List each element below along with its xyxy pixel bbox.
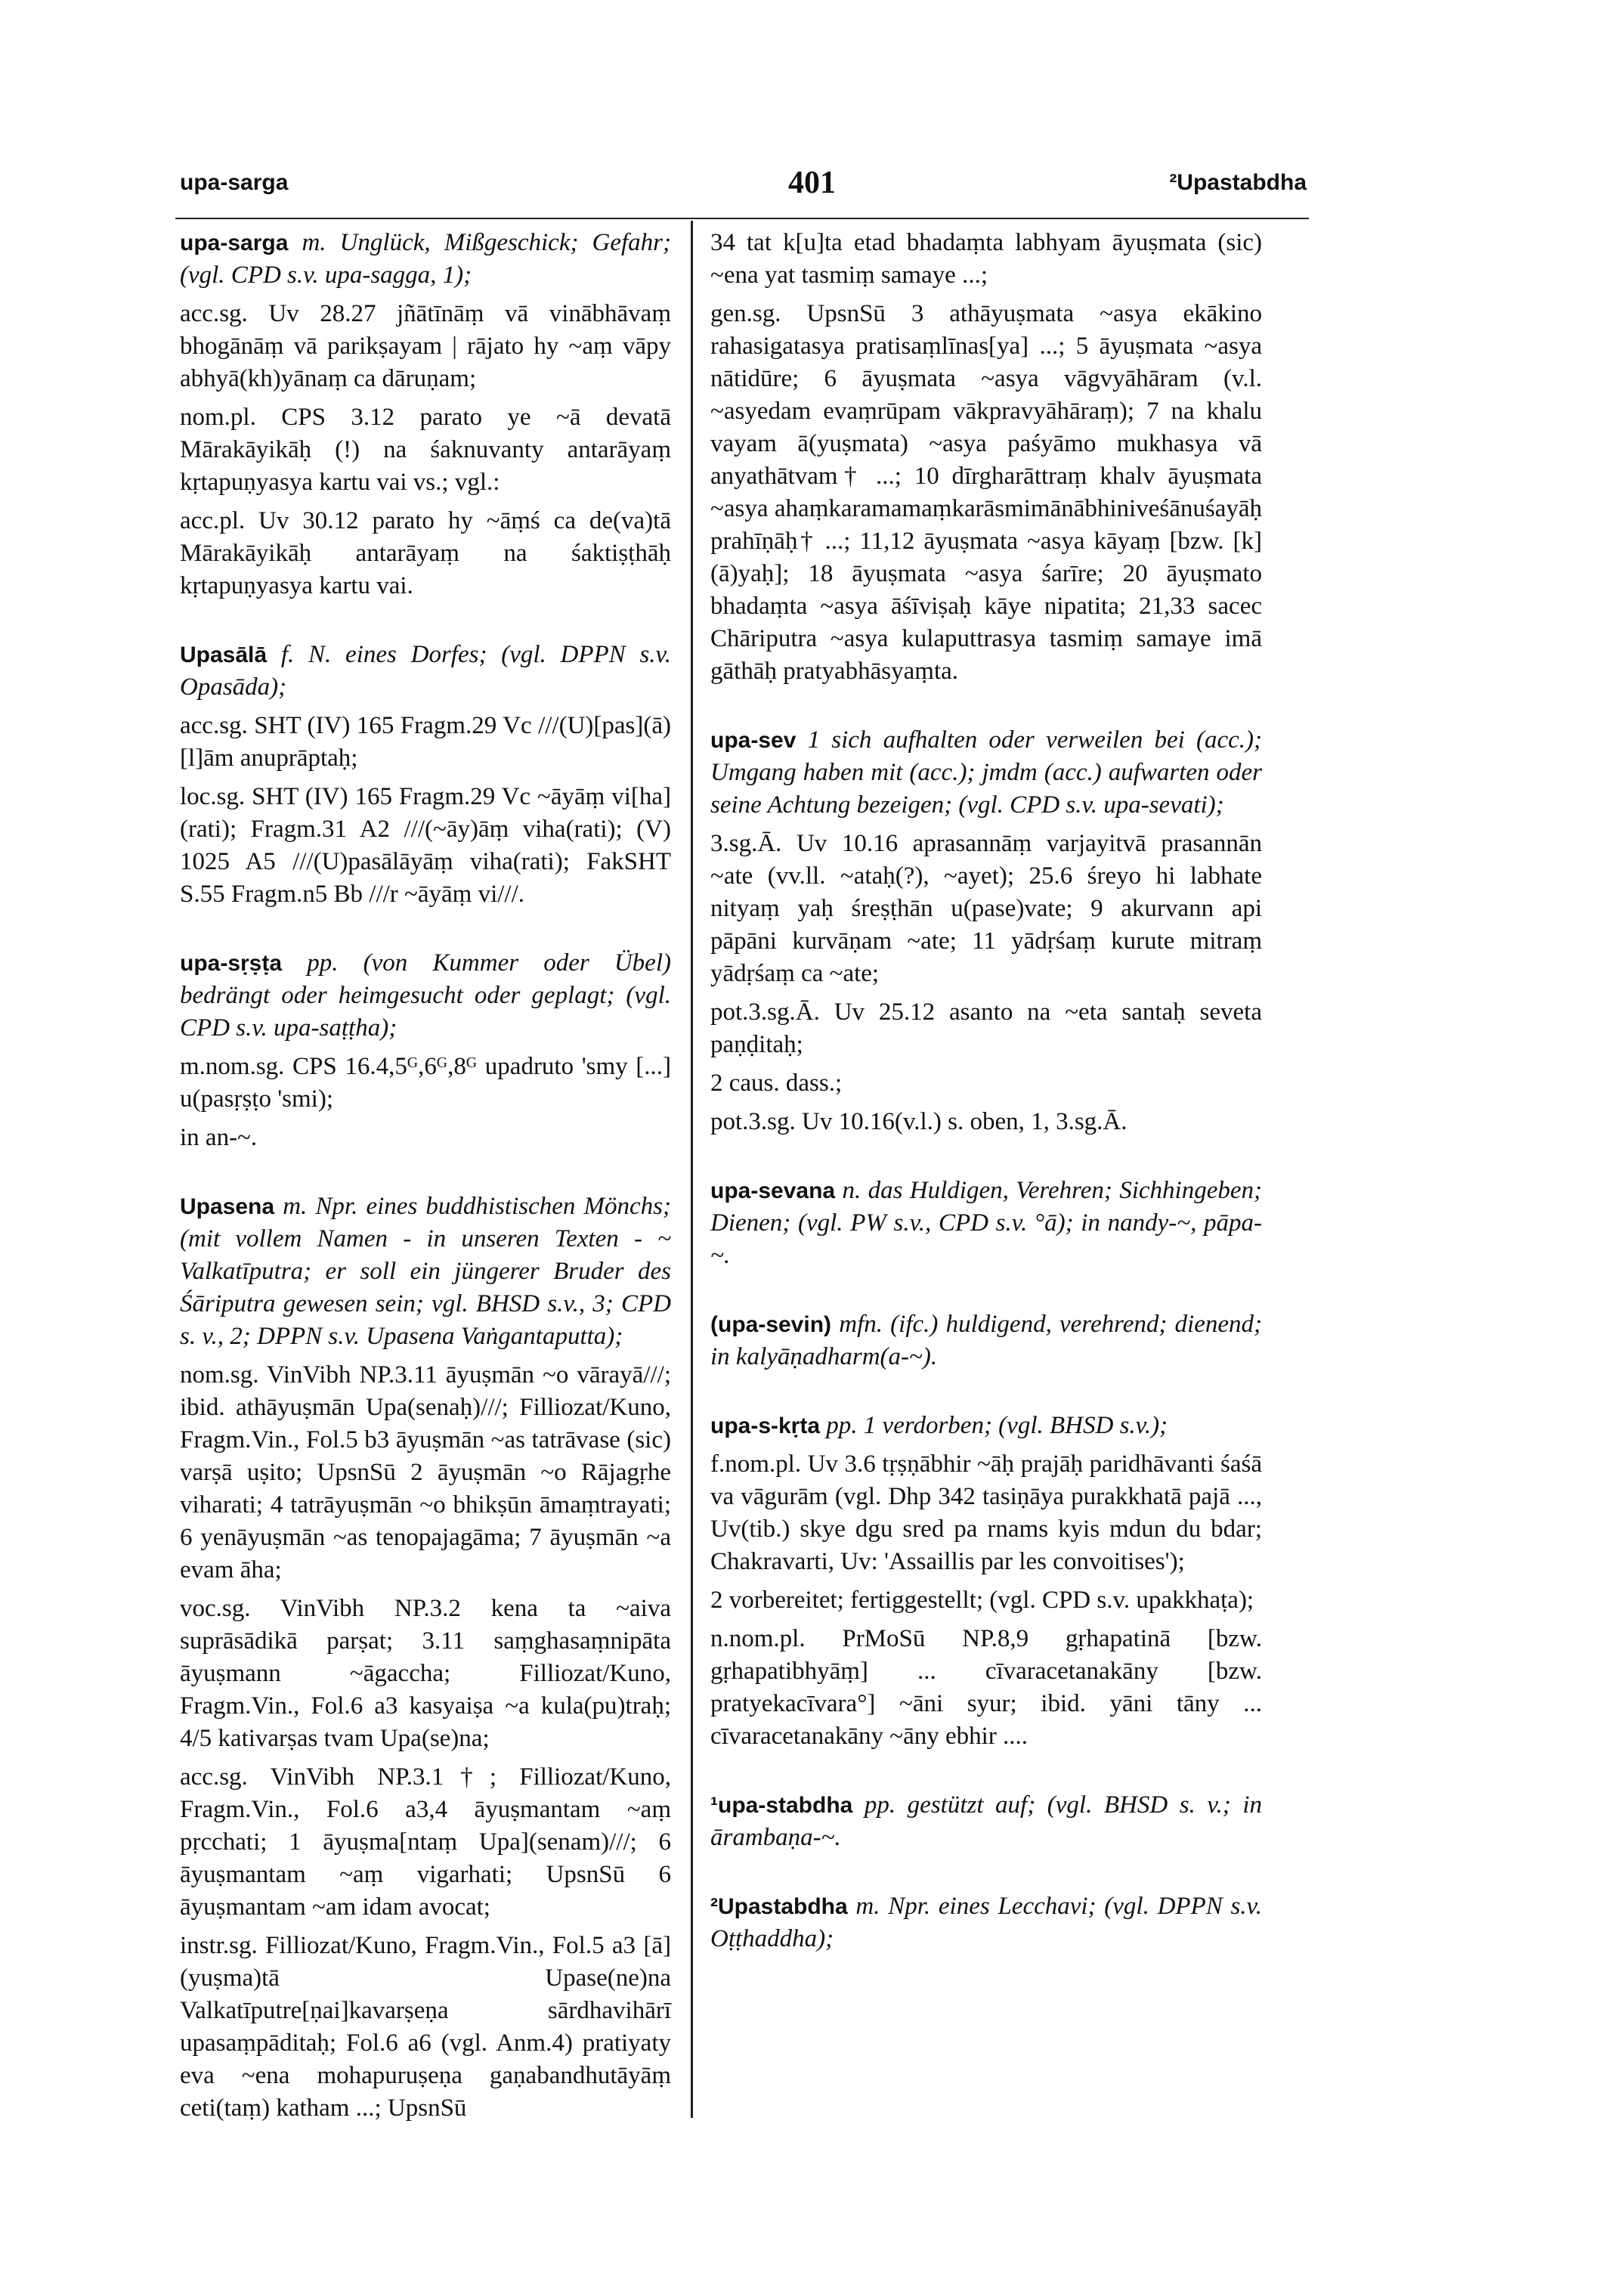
entry-definition: pp. gestützt auf; (vgl. BHSD s. v.; in ārambaṇa-~. [710,1791,1262,1851]
entry-definition: f. N. eines Dorfes; (vgl. DPPN s.v. Opasāda); [180,641,671,701]
entry-head [710,1308,1262,1373]
right-column [710,227,1262,1992]
dictionary-entry [710,1890,1262,1955]
entry-citation: f.nom.pl. Uv 3.6 tṛṣṇābhir ~āḥ prajāḥ paridhāvanti śaśā va vāgurām (vgl. Dhp 342 tasiṇāya purakkhatā pajā ..., Uv(tib.) skye dgu sred pa rnams kyis mdun du bdar; Chakravarti, Uv: 'Assaillis par les convoitises'); [710,1450,1262,1575]
entry-headword: upa-sev [710,728,797,753]
entry-head [180,947,671,1045]
entry-head [180,227,671,292]
entry-citation: in an-~. [180,1124,258,1151]
dictionary-entry [710,227,1262,688]
entry-head [710,724,1262,822]
entry-citation: acc.sg. Uv 28.27 jñātīnāṃ vā vinābhāvaṃ bhogānāṃ vā parikṣayam | rājato hy ~aṃ vāpy abhyā(kh)yānaṃ ca dāruṇam; [180,300,671,392]
entry-citation: voc.sg. VinVibh NP.3.2 kena ta ~aiva suprāsādikā parṣat; 3.11 saṃghasaṃnipāta āyuṣmann ~āgaccha; Filliozat/Kuno, Fragm.Vin., Fol.6 a3 kasyaiṣa ~a kula(pu)traḥ; 4/5 kativarṣas tvam Upa(se)na; [180,1595,671,1752]
dictionary-entry [710,1789,1262,1854]
entry-citation: 34 tat k[u]ta etad bhadaṃta labhyam āyuṣmata (sic) ~ena yat tasmiṃ samaye ...; [710,229,1262,289]
dictionary-entry [180,947,671,1154]
entry-citation: m.nom.sg. CPS 16.4,5ᴳ,6ᴳ,8ᴳ upadruto 'smy [...] u(pasṛṣṭo 'smi); [180,1053,671,1113]
entry-citation: acc.pl. Uv 30.12 parato hy ~āṃś ca de(va)tā Mārakāyikāḥ antarāyaṃ na śaktiṣṭhāḥ kṛtapuṇyasya kartu vai. [180,507,671,599]
entry-definition: 1 sich aufhalten oder verweilen bei (acc.); Umgang haben mit (acc.); jmdm (acc.) aufwarten oder seine Achtung bezeigen; (vgl. CPD s.v. upa-sevati); [710,726,1262,819]
entry-citation: 2 vorbereitet; fertiggestellt; (vgl. CPD s.v. upakkhaṭa); [710,1587,1254,1614]
entry-head [180,1190,671,1353]
dictionary-entry [710,1410,1262,1753]
entry-headword: Upasālā [180,642,268,667]
entry-headword: upa-s-kṛta [710,1413,821,1438]
entry-citation: loc.sg. SHT (IV) 165 Fragm.29 Vc ~āyāṃ vi[ha](rati); Fragm.31 A2 ///(~āy)āṃ viha(rati); (V) 1025 A5 ///(U)pasālāyāṃ viha(rati); FakSHT S.55 Fragm.n5 Bb ///r ~āyāṃ vi///. [180,783,671,908]
entry-citation: acc.sg. SHT (IV) 165 Fragm.29 Vc ///(U)[pas](ā)[l]ām anuprāptaḥ; [180,712,671,772]
entry-headword: ¹upa-stabdha [710,1793,853,1818]
header-rule [175,218,1309,219]
entry-headword: upa-sevana [710,1178,836,1203]
entry-headword: upa-sṛṣṭa [180,951,283,976]
entry-headword: upa-sarga [180,231,289,255]
entry-citation: nom.pl. CPS 3.12 parato ye ~ā devatā Mārakāyikāḥ (!) na śaknuvanty antarāyaṃ kṛtapuṇyasya kartu vai vs.; vgl.: [180,404,671,496]
entry-head [710,1890,1262,1955]
running-head-left: upa-sarga [180,170,289,195]
entry-definition: m. Unglück, Mißgeschick; Gefahr; (vgl. CPD s.v. upa-sagga, 1); [180,229,671,289]
entry-headword: ²Upastabdha [710,1894,848,1919]
dictionary-entry [180,227,671,602]
dictionary-entry [710,1175,1262,1272]
entry-citation: instr.sg. Filliozat/Kuno, Fragm.Vin., Fol.5 a3 [ā](yuṣma)tā Upase(ne)na Valkatīputre[ṇai]kavarṣeṇa sārdhavihārī upasaṃpāditaḥ; Fol.6 a6 (vgl. Anm.4) pratiyaty eva ~ena mohapuruṣeṇa gaṇabandhutāyāṃ ceti(taṃ) katham ...; UpsnSū [180,1932,671,2122]
dictionary-entry [180,639,671,911]
entry-citation: 2 caus. dass.; [710,1070,843,1097]
entry-citation: n.nom.pl. PrMoSū NP.8,9 gṛhapatinā [bzw. gṛhapatibhyāṃ] ... cīvaracetanakāny [bzw. pratyekacīvara°] ~āni syur; ibid. yāni tāny ... cīvaracetanakāny ~āny ebhir .... [710,1625,1262,1750]
entry-definition: n. das Huldigen, Verehren; Sichhingeben; Dienen; (vgl. PW s.v., CPD s.v. °ā); in nandy-~, pāpa-~. [710,1177,1263,1269]
entry-headword: Upasena [180,1194,275,1219]
running-head-right: ²Upastabdha [1169,170,1307,195]
column-divider [691,221,693,2118]
entry-definition: mfn. (ifc.) huldigend, verehrend; dienend; in kalyāṇadharm(a-~). [710,1311,1262,1370]
entry-citation: nom.sg. VinVibh NP.3.11 āyuṣmān ~o vārayā///; ibid. athāyuṣmān Upa(senaḥ)///; Filliozat/Kuno, Fragm.Vin., Fol.5 b3 āyuṣmān ~as tatrāvase (sic) varṣā uṣito; UpsnSū 2 āyuṣmān ~o Rājagṛhe viharati; 4 tatrāyuṣmān ~o bhikṣūn āmaṃtrayati; 6 yenāyuṣmān ~as tenopajagāma; 7 āyuṣmān ~a evam āha; [180,1361,671,1584]
entry-head [710,1789,1262,1854]
page-number: 401 [788,166,836,200]
dictionary-entry [710,1308,1262,1373]
entry-citation: gen.sg. UpsnSū 3 athāyuṣmata ~asya ekākino rahasigatasya pratisaṃlīnas[ya] ...; 5 āyuṣmata ~asya nātidūre; 6 āyuṣmata ~asya vāgvyāhāram (v.l. ~asyedam evaṃrūpam vākpravyāhāraṃ); 7 na khalu vayam ā(yuṣmata) ~asya paśyāmo mukhasya vā anyathātvam† ...; 10 dīrgharāttraṃ khalv āyuṣmata ~asya ahaṃkaramamaṃkarāsmimānābhiniveśānuśayāḥ prahīṇāḥ† ...; 11,12 āyuṣmata ~asya kāyaṃ [bzw. [k](ā)yaḥ]; 18 āyuṣmata ~asya śarīre; 20 āyuṣmato bhadaṃta ~asya āśīviṣaḥ kāye nipatita; 21,33 sacec Chāriputra ~asya kulaputtrasya tasmiṃ samaye imā gāthāḥ pratyabhāsyaṃta. [710,300,1262,685]
entry-definition: pp. (von Kummer oder Übel) bedrängt oder heimgesucht oder geplagt; (vgl. CPD s.v. upa-saṭṭha); [180,949,671,1042]
entry-definition: m. Npr. eines buddhistischen Mönchs; (mit vollem Namen - in unseren Texten - ~ Valkatīputra; er soll ein jüngerer Bruder des Śāriputra gewesen sein; vgl. BHSD s.v., 3; CPD s. v., 2; DPPN s.v. Upasena Vaṅgantaputta); [180,1193,671,1350]
entry-definition: pp. 1 verdorben; (vgl. BHSD s.v.); [826,1412,1168,1439]
entry-head [710,1410,1262,1442]
entry-citation: pot.3.sg.Ā. Uv 25.12 asanto na ~eta santaḥ seveta paṇḍitaḥ; [710,998,1262,1058]
entry-headword: (upa-sevin) [710,1312,832,1337]
entry-head [180,639,671,704]
left-column [180,227,671,2161]
entry-citation: pot.3.sg. Uv 10.16(v.l.) s. oben, 1, 3.sg.Ā. [710,1108,1128,1135]
entry-head [710,1175,1262,1272]
dictionary-entry [180,1190,671,2125]
entry-citation: acc.sg. VinVibh NP.3.1†; Filliozat/Kuno, Fragm.Vin., Fol.6 a3,4 āyuṣmantam ~aṃ pṛcchati; 1 āyuṣma[ntaṃ Upa](senam)///; 6 āyuṣmantam ~aṃ vigarhati; UpsnSū 6 āyuṣmantam ~am idam avocat; [180,1763,671,1921]
dictionary-entry [710,724,1262,1138]
entry-definition: m. Npr. eines Lecchavi; (vgl. DPPN s.v. Oṭṭhaddha); [710,1893,1262,1952]
entry-citation: 3.sg.Ā. Uv 10.16 aprasannāṃ varjayitvā prasannān ~ate (vv.ll. ~ataḥ(?), ~ayet); 25.6 śreyo hi labhate nityaṃ yaḥ śreṣṭhān u(pase)vate; 9 akurvann api pāpāni kurvāṇam ~ate; 11 yādṛśaṃ kurute mitraṃ yādṛśaṃ ca ~ate; [710,830,1262,987]
